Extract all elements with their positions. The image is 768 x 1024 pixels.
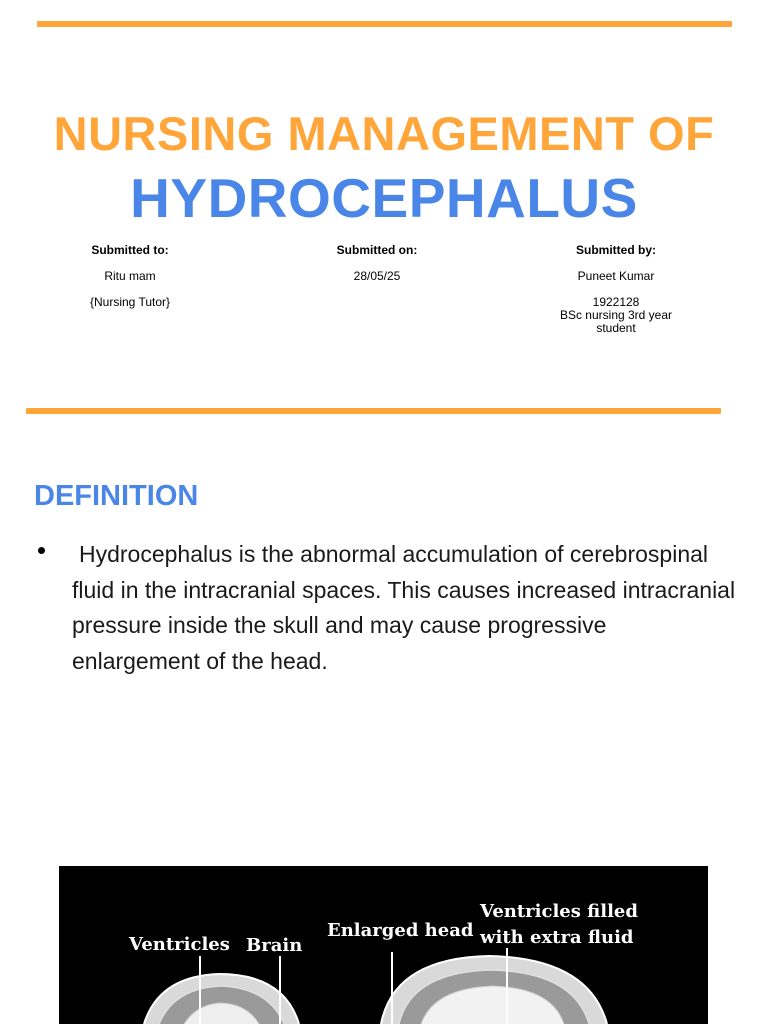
- definition-heading: DEFINITION: [34, 480, 199, 512]
- submitted-on-block: [277, 244, 477, 283]
- middle-divider: [26, 408, 721, 414]
- submitted-on-heading: Submitted on:: [336, 243, 418, 257]
- submitted-to-heading: Submitted to:: [91, 243, 169, 257]
- submitted-by-roll: 1922128: [592, 295, 640, 309]
- top-divider: [37, 21, 732, 27]
- definition-list: [38, 537, 738, 679]
- label-enlarged-head: Enlarged head: [327, 920, 474, 941]
- submitted-to-role: {Nursing Tutor}: [89, 295, 171, 309]
- label-ventricles: Ventricles: [129, 934, 230, 955]
- submitted-by-course: BSc nursing 3rd year: [559, 308, 673, 322]
- submitted-to-block: [30, 244, 230, 309]
- title-line-2: HYDROCEPHALUS: [130, 167, 638, 229]
- label-extra-fluid: with extra fluid: [480, 927, 634, 948]
- bullet-icon: [38, 547, 45, 554]
- submitted-by-status: student: [596, 321, 636, 335]
- submitted-by-name: Puneet Kumar: [577, 269, 655, 283]
- submitted-by-block: [516, 244, 716, 335]
- label-ventricles-filled: Ventricles filled: [480, 901, 638, 922]
- submitted-to-name: Ritu mam: [104, 269, 156, 283]
- title-line-1: NURSING MANAGEMENT OF: [53, 107, 715, 160]
- hydrocephalus-illustration: [59, 866, 708, 1024]
- submitted-by-heading: Submitted by:: [576, 243, 656, 257]
- submitted-on-date: 28/05/25: [353, 269, 401, 283]
- label-brain: Brain: [246, 935, 303, 956]
- definition-bullet: Hydrocephalus is the abnormal accumulation of cerebrospinal fluid in the intracranial spaces. This causes increased intracranial pressure inside the skull and may cause progressive enlargement of the head.: [72, 541, 736, 674]
